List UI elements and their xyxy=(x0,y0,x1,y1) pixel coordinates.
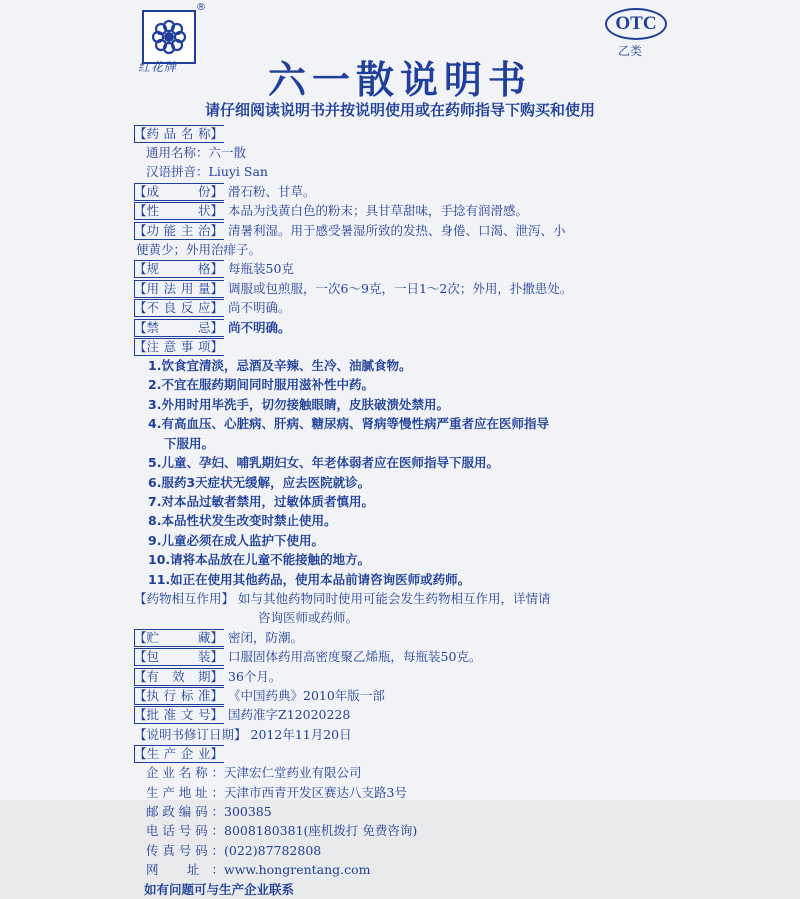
indications-line1: 清暑利湿。用于感受暑湿所致的发热、身倦、口渴、泄泻、小 xyxy=(228,222,566,238)
company-web-link[interactable]: www.hongrentang.com xyxy=(224,862,371,878)
section-label-approval: 【 批准文号 】 xyxy=(134,706,224,724)
section-label-manufacturer: 【 生产企业 】 xyxy=(134,745,224,763)
section-label-revision: 【说明书修订日期】 xyxy=(134,726,247,742)
company-phone-value: 8008180381(座机拨打 免费咨询) xyxy=(224,823,418,839)
page-title: 六一散说明书 xyxy=(267,58,532,102)
precaution-item: 6.服药3天症状无缓解，应去医院就诊。 xyxy=(148,474,371,490)
section-label-packaging: 【 包 装 】 xyxy=(134,648,224,666)
contraindications-value: 尚不明确。 xyxy=(228,319,291,335)
adverse-value: 尚不明确。 xyxy=(228,300,291,316)
section-label-properties: 【 性 状 】 xyxy=(134,202,224,220)
section-label-precautions: 【 注意事项 】 xyxy=(134,338,224,356)
validity-value: 36个月。 xyxy=(228,668,282,684)
brand-name: 红花牌 xyxy=(138,60,178,74)
company-web-key: 网 址： xyxy=(146,862,224,878)
section-label-storage: 【 贮 藏 】 xyxy=(134,629,224,647)
generic-name-value: 六一散 xyxy=(208,145,247,160)
approval-value: 国药准字Z12020228 xyxy=(228,707,351,723)
registered-mark: ® xyxy=(196,2,206,13)
brand-logo xyxy=(142,10,196,64)
footer-note: 如有问题可与生产企业联系 xyxy=(144,881,295,897)
section-label-standard: 【 执行标准 】 xyxy=(134,687,224,705)
section-label-adverse: 【 不良反应 】 xyxy=(134,299,224,317)
properties-value: 本品为浅黄白色的粉末；具甘草甜味，手捻有润滑感。 xyxy=(228,203,529,219)
precaution-item: 9.儿童必须在成人监护下使用。 xyxy=(148,532,324,548)
dosage-value: 调服或包煎服，一次6～9克，一日1～2次；外用，扑撒患处。 xyxy=(228,280,573,296)
ingredients-value: 滑石粉、甘草。 xyxy=(228,183,316,199)
company-phone-key: 电话号码： xyxy=(146,823,224,839)
precaution-item: 11.如正在使用其他药品，使用本品前请咨询医师或药师。 xyxy=(148,571,471,587)
section-label-drug-name: 【 药品名称 】 xyxy=(134,125,224,143)
section-label-validity: 【 有 效 期 】 xyxy=(134,668,224,686)
company-zip-value: 300385 xyxy=(224,804,272,819)
indications-line2: 便黄少；外用治痱子。 xyxy=(136,242,262,258)
revision-value: 2012年11月20日 xyxy=(250,726,352,742)
instruction-body xyxy=(134,124,674,899)
precaution-item: 10.请将本品放在儿童不能接触的地方。 xyxy=(148,552,371,568)
company-fax-value: (022)87782808 xyxy=(224,842,322,858)
company-name-key: 企业名称： xyxy=(146,765,224,781)
precaution-item: 1.饮食宜清淡，忌酒及辛辣、生冷、油腻食物。 xyxy=(148,358,412,374)
flower-icon xyxy=(150,18,188,56)
otc-badge: OTC xyxy=(605,8,667,40)
precaution-item: 5.儿童、孕妇、哺乳期妇女、年老体弱者应在医师指导下服用。 xyxy=(148,455,499,471)
precaution-item: 4.有高血压、心脏病、肝病、糖尿病、肾病等慢性病严重者应在医师指导 xyxy=(148,416,549,432)
company-fax-key: 传真号码： xyxy=(146,842,224,858)
company-name-value: 天津宏仁堂药业有限公司 xyxy=(224,765,362,781)
section-label-ingredients: 【 成 份 】 xyxy=(134,183,224,201)
interactions-line1: 如与其他药物同时使用可能会发生药物相互作用，详情请 xyxy=(238,590,551,606)
otc-class: 乙类 xyxy=(618,44,643,58)
section-label-indications: 【 功能主治 】 xyxy=(134,222,224,240)
pinyin-key: 汉语拼音： xyxy=(146,164,209,180)
generic-name-key: 通用名称： xyxy=(146,145,209,160)
precaution-item: 3.外用时用毕洗手，切勿接触眼睛，皮肤破溃处禁用。 xyxy=(148,396,449,412)
section-label-specification: 【 规 格 】 xyxy=(134,260,224,278)
packaging-value: 口服固体药用高密度聚乙烯瓶，每瓶装50克。 xyxy=(228,649,482,665)
section-label-dosage: 【 用法用量 】 xyxy=(134,280,224,298)
precaution-item: 8.本品性状发生改变时禁止使用。 xyxy=(148,513,337,529)
section-label-contraindications: 【 禁 忌 】 xyxy=(134,319,224,337)
page-subtitle: 请仔细阅读说明书并按说明使用或在药师指导下购买和使用 xyxy=(204,101,595,119)
company-address-key: 生产地址： xyxy=(146,784,224,800)
interactions-line2: 咨询医师或药师。 xyxy=(258,610,359,626)
company-address-value: 天津市西青开发区赛达八支路3号 xyxy=(224,784,407,800)
pinyin-value: Liuyi San xyxy=(208,164,268,180)
storage-value: 密闭，防潮。 xyxy=(228,629,304,645)
company-zip-key: 邮政编码： xyxy=(146,804,224,819)
section-label-interactions: 【药物相互作用】 xyxy=(134,590,235,606)
precaution-item: 7.对本品过敏者禁用，过敏体质者慎用。 xyxy=(148,493,374,509)
specification-value: 每瓶装50克 xyxy=(228,261,294,277)
precaution-item-continued: 下服用。 xyxy=(164,435,215,451)
standard-value: 《中国药典》2010年版一部 xyxy=(228,687,385,703)
precaution-item: 2.不宜在服药期间同时服用滋补性中药。 xyxy=(148,377,374,393)
